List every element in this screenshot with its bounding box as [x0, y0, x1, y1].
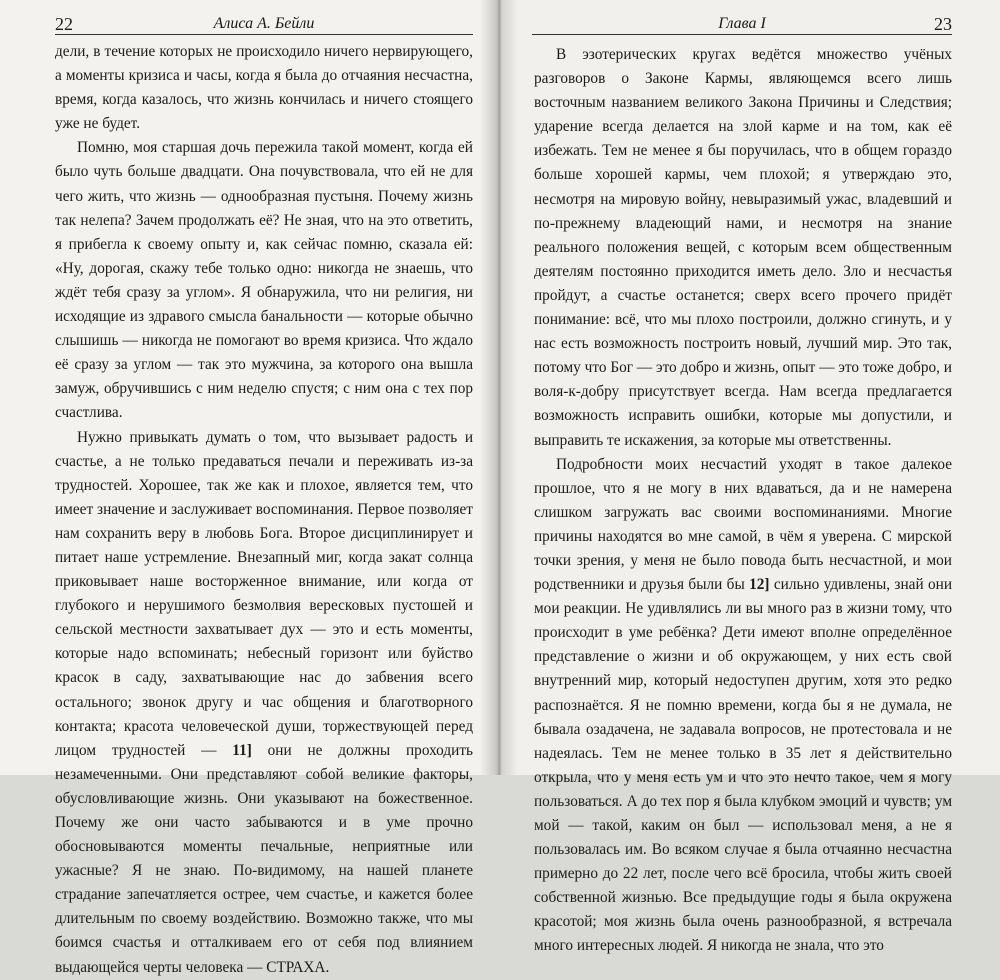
right-page [496, 0, 1000, 955]
paragraph-text: Подробности моих несчастий уходят в такое далекое прошлое, что я не могу в них вдаваться, да и не намерена слишком загружать вас своими воспоминаниями. Многие причины находятся во мне самой, в чём я уверена. С мирской точки зрения, у меня не было повода быть несчастной, и мои родственники и друзья были бы [534, 455, 952, 594]
left-header-rule [55, 34, 473, 35]
right-running-head: Глава I [718, 15, 766, 32]
paragraph: дели, в течение которых не происходило ничего нервирующего, а моменты кризиса и часы, когда я была до отчаяния несчастна, время, когда казалось, что жизнь кончилась и ничего стоящего уже не будет. [55, 43, 473, 133]
left-running-head: Алиса А. Бейли [213, 15, 315, 32]
left-page-number: 22 [55, 14, 73, 34]
right-page-header [532, 14, 952, 36]
left-page-header [55, 14, 473, 36]
page-reference: 12] [749, 576, 770, 594]
right-page-body [534, 43, 952, 959]
paragraph-text: они не должны проходить незамеченными. Они представляют собой великие факторы, обусловливающие жизнь. Они указывают на божественное. Почему же они часто забываются и в уме прочно обосновываются моменты печальные, неприятные или ужасные? Я не знаю. По-видимому, на нашей планете страдание запечатляется острее, чем счастье, и кажется более длительным по своему воздействию. Возможно также, что мы боимся счастья и отталкиваем его от себя под влиянием выдающейся черты человека — СТРАХА. [55, 741, 473, 976]
paragraph: В эзотерических кругах ведётся множество учёных разговоров о Законе Кармы, являющемся всего лишь восточным названием великого Закона Причины и Следствия; ударение всегда делается на злой карме и на том, как её избежать. Тем не менее я бы поручилась, что в общем гораздо больше хорошей кармы, чем плохой; я утверждаю это, несмотря на мировую войну, невыразимый ужас, владевший и по-прежнему владеющий нами, и несмотря на знание реального положения вещей, с которым всем общественным деятелям постоянно приходится иметь дело. Зло и несчастья пройдут, а счастье останется; сверх всего прочего придёт понимание: всё, что мы плохо построили, должно сгинуть, и у нас есть возможность построить новый, лучший мир. Это так, потому что Бог — это добро и жизнь, опыт — это тоже добро, и воля-к-добру присутствует всегда. Нам всегда предлагается возможность исправить ошибки, которые мы допустили, и выправить те искажения, за которые мы ответственны. [534, 46, 952, 449]
paragraph [55, 426, 473, 980]
paragraph-text: Нужно привыкать думать о том, что вызывает радость и счастье, а не только предаваться печали и переживать из-за трудностей. Хорошее, так же как и плохое, является тем, что имеет значение и заслуживает воспоминания. Первое позволяет нам сохранить веру в любовь Бога. Второе дисциплинирует и питает наше устремление. Внезапный миг, когда закат солнца приковывает наше восторженное внимание, или когда от глубокого и нерушимого безмолвия вересковых пустошей и сельской местности захватывает дух — это и есть моменты, которые надо вспоминать; небесный горизонт или буйство красок в саду, захватывающие нас до забвения всего остального; звонок другу и час общения и благотворного контакта; красота человеческой души, торжествующей перед лицом трудностей — [55, 428, 473, 759]
paragraph [534, 453, 952, 959]
left-page-body [55, 40, 473, 980]
left-page [0, 0, 496, 976]
paragraph: Помню, моя старшая дочь пережила такой момент, когда ей было чуть больше двадцати. Она почувствовала, что ей не для чего жить, что жизнь — однообразная пустыня. Почему жизнь так нелепа? Зачем продолжать её? Не зная, что на это ответить, я прибегла к своему опыту и, как сейчас помню, сказала ей: «Ну, дорогая, скажу тебе только одно: никогда не знаешь, что ждёт тебя сразу за углом». Я обнаружила, что ни религия, ни исходящие из здравого смысла банальности — которые обычно слышишь — никогда не помогают во время кризиса. Что ждало её сразу за углом — так это мужчина, за которого она вышла замуж, обручившись с ним неделю спустя; с ним она с тех пор счастлива. [55, 139, 473, 422]
page-reference: 11] [232, 741, 252, 759]
right-header-rule [532, 34, 952, 35]
paragraph-text: сильно удивлены, знай они мои реакции. Не удивлялись ли вы много раз в жизни тому, что происходит в уме ребёнка? Дети имеют вполне определённое представление о жизни и об окружающем, у них есть свой внутренний мир, который недоступен другим, хотя это редко распознаётся. Я не помню времени, когда бы я не думала, не бывала озадачена, не задавала вопросов, не протестовала и не надеялась. Тем не менее только в 35 лет я действительно открыла, что у меня есть ум и что это нечто такое, чем я могу пользоваться. А до тех пор я была клубком эмоций и чувств; ум мой — такой, каким он был — использовал меня, а не я пользовалась им. Во всяком случае я была отчаянно несчастна примерно до 22 лет, после чего всё бросила, чтобы жить своей собственной жизнью. Все предыдущие годы я была окружена красотой; моя жизнь была очень разнообразной, я встречала много интересных людей. Я никогда не знала, что это [534, 576, 953, 955]
right-page-number: 23 [934, 14, 952, 34]
